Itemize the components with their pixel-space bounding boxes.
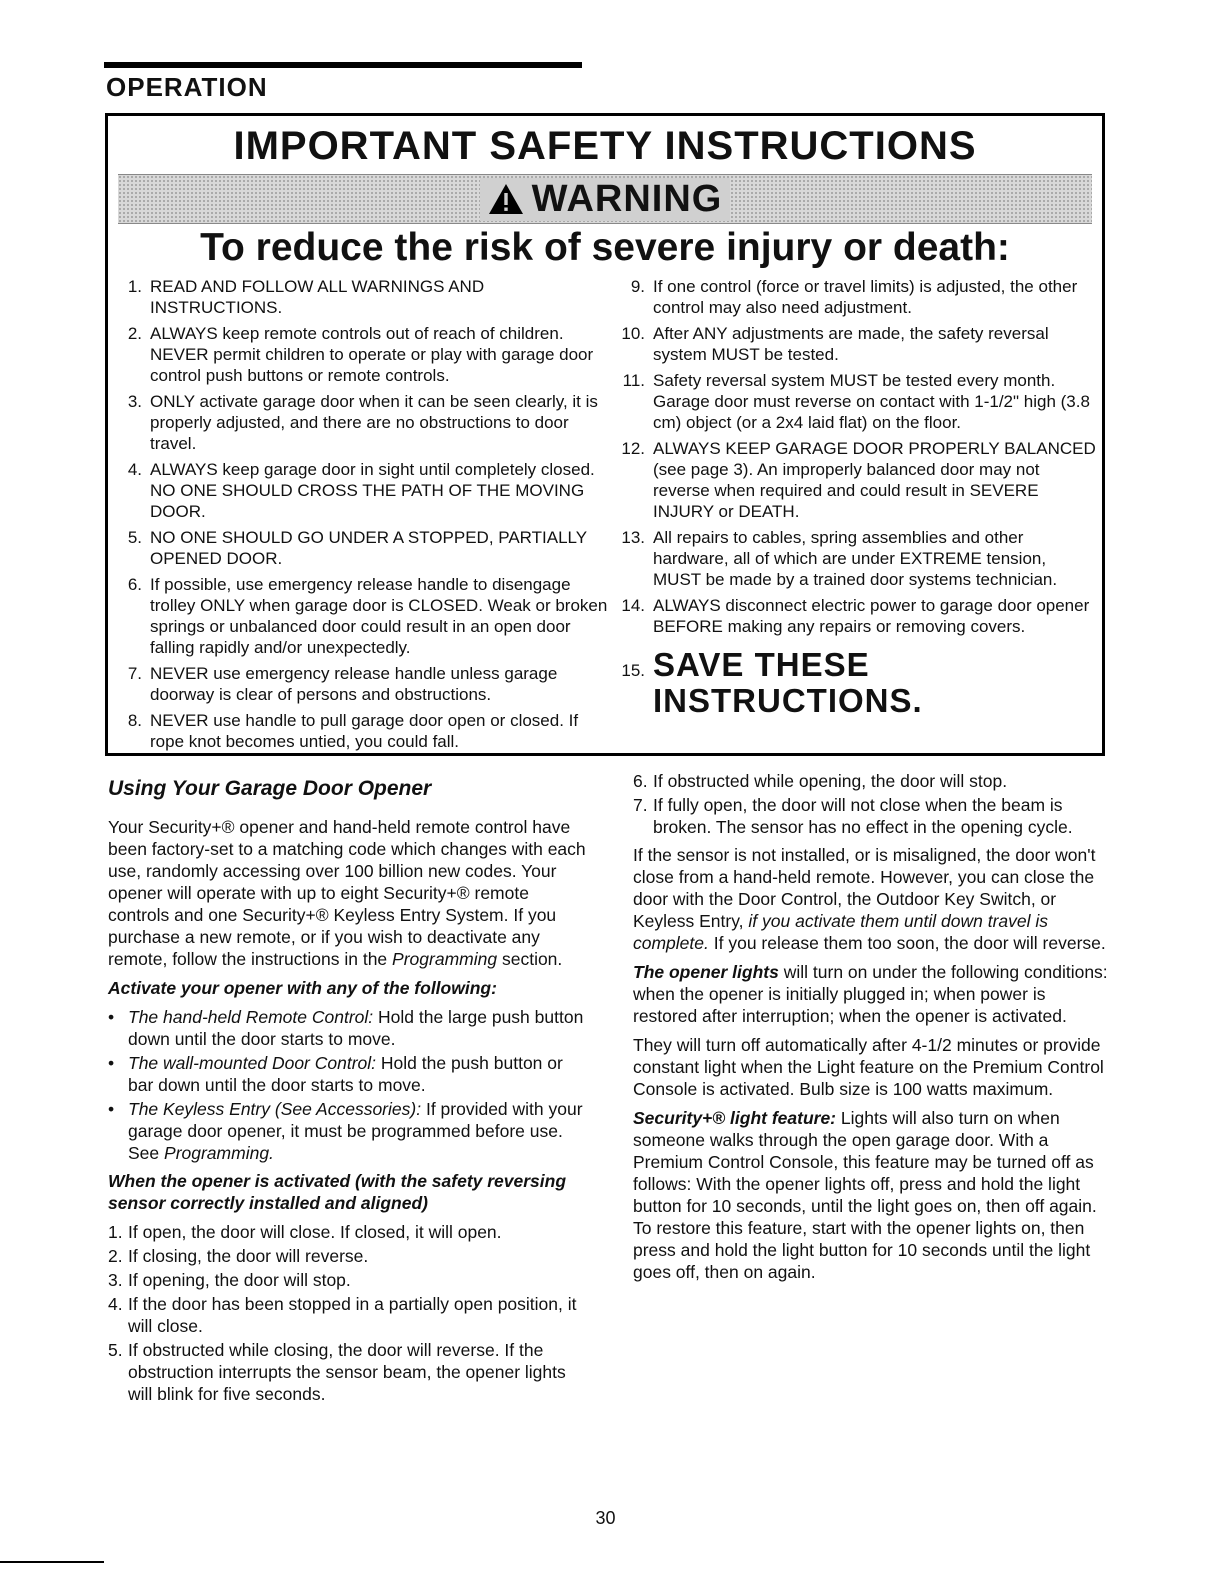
step-text: If closing, the door will reverse. (128, 1246, 369, 1266)
item-text: ONLY activate garage door when it can be seen clearly, it is properly adjusted, and there are no obstructions to door travel. (150, 392, 598, 453)
list-item (118, 323, 608, 386)
item-number: 4. (127, 460, 142, 479)
item-text: If one control (force or travel limits) is adjusted, the other control may also need adjustment. (653, 277, 1078, 317)
list-item (613, 595, 1098, 637)
list-item (118, 527, 608, 569)
bullet: • (108, 1053, 115, 1073)
list-item (633, 794, 1108, 838)
section-rule (104, 62, 582, 68)
intro-text: Your Security+® opener and hand-held remote control have been factory-set to a matching code which changes with each use, randomly accessing over 100 billion new codes. Your opener will operate with up to eight Security+® remote controls and one Security+® Keyless Entry System. If you purchase a new remote, or if you wish to deactivate any remote, follow the instructions in the (108, 817, 586, 969)
list-item (118, 391, 608, 454)
item-text: Safety reversal system MUST be tested every month. Garage door must reverse on contact with 1-1/2" high (3.8 cm) object (or a 2x4 laid flat) on the floor. (653, 371, 1090, 432)
item-text: After ANY adjustments are made, the safety reversal system MUST be tested. (653, 324, 1049, 364)
page-number: 30 (595, 1508, 616, 1528)
item-text: NEVER use handle to pull garage door open or closed. If rope knot becomes untied, you could fall. (150, 711, 579, 751)
list-item (108, 1245, 586, 1267)
right-column (633, 770, 1108, 1290)
item-text: All repairs to cables, spring assemblies and other hardware, all of which are under EXTREME tension, MUST be made by a trained door systems technician. (653, 528, 1058, 589)
item-text: NEVER use emergency release handle unless garage doorway is clear of persons and obstructions. (150, 664, 558, 704)
list-item (613, 438, 1098, 522)
list-item (613, 323, 1098, 365)
warning-triangle-icon (488, 183, 524, 215)
step-text: If opening, the door will stop. (128, 1270, 351, 1290)
step-text: If fully open, the door will not close when the beam is broken. The sensor has no effect in the opening cycle. (653, 795, 1073, 837)
step-text: If the door has been stopped in a partially open position, it will close. (128, 1294, 577, 1336)
step-number: 5. (108, 1340, 123, 1360)
safety-list-right (613, 276, 1098, 724)
list-item (613, 370, 1098, 433)
programming-reference: Programming (392, 949, 498, 969)
bullet: • (108, 1007, 115, 1027)
intro-text-end: section. (501, 949, 563, 969)
step-text: If open, the door will close. If closed, it will open. (128, 1222, 502, 1242)
save-instructions-line (613, 647, 1098, 719)
lights-off-paragraph: They will turn off automatically after 4-1/2 minutes or provide constant light when the Light feature on the Premium Control Console is activated. Bulb size is 100 watts maximum. (633, 1035, 1104, 1099)
sensor-text: If the sensor is not installed, or is misaligned, the door won't close from a hand-held remote. However, you can close the door with the Door Control, the Outdoor Key Switch, or Keyless Entry, (633, 845, 1096, 931)
item-number: 12. (621, 439, 645, 458)
list-item (118, 276, 608, 318)
security-light-text: Lights will also turn on when someone walks through the open garage door. With a Premium Control Console, this feature may be turned off as follows: With the opener lights off, press and hold the light button for 10 seconds, until the light goes on, then off again. To restore this feature, start with the opener lights on, then press and hold the light button for 10 seconds until the light goes off, then on again. (633, 1108, 1097, 1282)
list-item (118, 574, 608, 658)
save-instructions-text: SAVE THESE INSTRUCTIONS. (653, 646, 923, 719)
lights-label: The opener lights (633, 962, 779, 982)
list-item (108, 1339, 586, 1405)
item-text: ALWAYS disconnect electric power to garage door opener BEFORE making any repairs or removing covers. (653, 596, 1090, 636)
activate-heading: Activate your opener with any of the following: (108, 978, 497, 998)
bullet-text: Hold the large push button down until the door starts to move. (128, 1007, 584, 1049)
box-title: IMPORTANT SAFETY INSTRUCTIONS (233, 124, 977, 168)
item-number: 13. (621, 528, 645, 547)
item-text: ALWAYS KEEP GARAGE DOOR PROPERLY BALANCED (see page 3). An improperly balanced door may not reverse when required and could result in SEVERE INJURY or DEATH. (653, 439, 1096, 521)
activation-steps (108, 1221, 586, 1405)
list-item (108, 1098, 586, 1164)
step-number: 6. (633, 771, 648, 791)
list-item (118, 710, 608, 752)
activate-list (108, 1006, 586, 1164)
list-item (613, 276, 1098, 318)
sensor-paragraph (633, 844, 1108, 954)
when-activated-heading: When the opener is activated (with the safety reversing sensor correctly installed and aligned) (108, 1171, 567, 1213)
programming-reference: Programming. (164, 1143, 274, 1163)
step-number: 1. (108, 1222, 123, 1242)
item-number: 14. (621, 596, 645, 615)
list-item (108, 1052, 586, 1096)
list-item (108, 1006, 586, 1050)
item-text: READ AND FOLLOW ALL WARNINGS AND INSTRUCTIONS. (150, 277, 485, 317)
step-number: 3. (108, 1270, 123, 1290)
step-number: 7. (633, 795, 648, 815)
step-number: 2. (108, 1246, 123, 1266)
item-number: 8. (127, 711, 142, 730)
bullet-label: The hand-held Remote Control: (128, 1007, 374, 1027)
item-number: 9. (630, 277, 645, 296)
list-item (108, 1221, 586, 1243)
item-text: If possible, use emergency release handle to disengage trolley ONLY when garage door is CLOSED. Weak or broken springs or unbalanced door could result in an open door falling rapidly and/or unexpectedly. (150, 575, 608, 657)
warning-label: WARNING (531, 177, 723, 220)
security-light-paragraph (633, 1107, 1108, 1283)
item-text: ALWAYS keep garage door in sight until completely closed. NO ONE SHOULD CROSS THE PATH OF THE MOVING DOOR. (150, 460, 595, 521)
safety-list-left (118, 276, 608, 757)
item-number: 11. (622, 371, 645, 390)
step-text: If obstructed while closing, the door will reverse. If the obstruction interrupts the sensor beam, the opener lights will blink for five seconds. (128, 1340, 566, 1404)
list-item (613, 527, 1098, 590)
intro-paragraph (108, 816, 586, 970)
risk-heading: To reduce the risk of severe injury or death: (200, 226, 1010, 269)
bullet-label: The Keyless Entry (See Accessories): (128, 1099, 422, 1119)
sensor-emphasis: if you activate them until down travel is complete. (633, 911, 1049, 953)
safety-instructions-box (105, 113, 1105, 756)
item-number: 15. (621, 661, 645, 680)
item-number: 1. (127, 277, 142, 296)
item-number: 7. (127, 664, 142, 683)
footer-rule (0, 1561, 104, 1563)
warning-band (118, 174, 1092, 224)
item-number: 10. (621, 324, 645, 343)
lights-paragraph (633, 961, 1108, 1027)
list-item (118, 663, 608, 705)
item-text: NO ONE SHOULD GO UNDER A STOPPED, PARTIALLY OPENED DOOR. (150, 528, 587, 568)
sensor-text-end: If you release them too soon, the door will reverse. (713, 933, 1106, 953)
item-number: 2. (127, 324, 142, 343)
step-number: 4. (108, 1294, 123, 1314)
activation-steps-continued (633, 770, 1108, 838)
list-item (108, 1293, 586, 1337)
lights-text: will turn on under the following conditions: when the opener is initially plugged in; when power is restored after interruption; when the opener is activated. (633, 962, 1108, 1026)
item-number: 5. (127, 528, 142, 547)
step-text: If obstructed while opening, the door will stop. (653, 771, 1008, 791)
item-number: 6. (127, 575, 142, 594)
bullet: • (108, 1099, 115, 1119)
list-item (633, 770, 1108, 792)
item-number: 3. (127, 392, 142, 411)
section-heading: Using Your Garage Door Opener (108, 777, 432, 800)
bullet-text: If provided with your garage door opener, it must be programmed before use. See (128, 1099, 583, 1163)
left-column (108, 770, 586, 1411)
bullet-label: The wall-mounted Door Control: (128, 1053, 377, 1073)
bullet-text: Hold the push button or bar down until the door starts to move. (128, 1053, 563, 1095)
section-title: OPERATION (106, 72, 268, 102)
list-item (118, 459, 608, 522)
list-item (108, 1269, 586, 1291)
item-text: ALWAYS keep remote controls out of reach of children. NEVER permit children to operate or play with garage door control push buttons or remote controls. (150, 324, 594, 385)
security-light-label: Security+® light feature: (633, 1108, 837, 1128)
